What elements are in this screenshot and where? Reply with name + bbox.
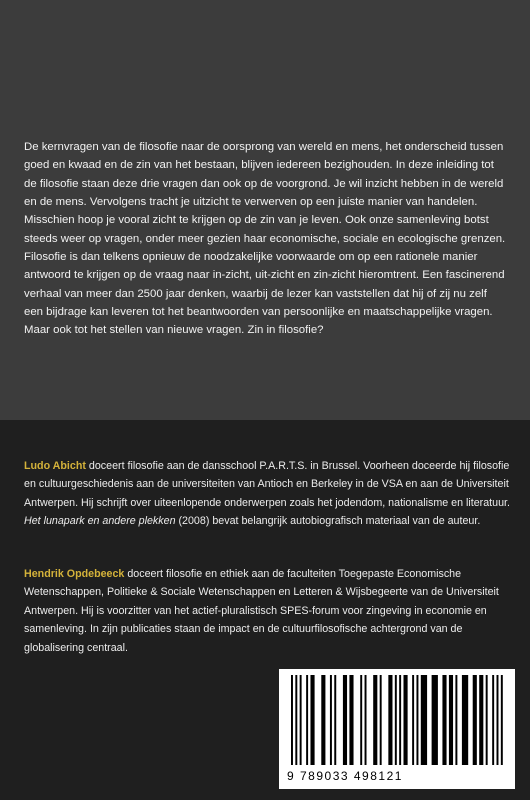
isbn-barcode	[279, 669, 515, 789]
barcode-bar	[365, 675, 367, 765]
barcode-bar	[334, 675, 336, 765]
barcode-bar	[421, 675, 427, 765]
barcode-bar	[449, 675, 453, 765]
isbn-number: 9 789033 498121	[287, 769, 403, 783]
barcode-bar	[349, 675, 353, 765]
barcode-bar	[300, 675, 302, 765]
author-name: Hendrik Opdebeeck	[24, 568, 125, 580]
barcode-bar	[455, 675, 457, 765]
barcode-bar	[462, 675, 468, 765]
barcode-bar	[501, 675, 503, 765]
bio-text: doceert filosofie en ethiek aan de faculteiten Toegepaste Economische Wetenschappen, Politieke & Sociale Wetenschappen en Letteren & Wijsbegeerte van de Universiteit Antwerpen. Hij is voorzitter van het actief-pluralistisch SPES-forum voor zingeving in economie en samenleving. In zijn publicaties staan de impact en de cultuurfilosofische achtergrond van de globalisering centraal.	[24, 568, 499, 654]
barcode-bar	[395, 675, 397, 765]
barcode-bar	[399, 675, 401, 765]
barcode-bar	[380, 675, 382, 765]
book-title-italic: Het lunapark en andere plekken	[24, 515, 176, 528]
barcode-bar	[473, 675, 477, 765]
author-bio-abicht	[24, 457, 512, 531]
barcode-bar	[291, 675, 293, 765]
barcode-bar	[416, 675, 418, 765]
back-cover-blurb: De kernvragen van de filosofie naar de oorsprong van wereld en mens, het onderscheid tussen goed en kwaad en de zin van het bestaan, blijven iedereen bezighouden. In deze inleiding tot de filosofie staan deze drie vragen dan ook op de voorgrond. Je wil inzicht hebben in de wereld en de mens. Vervolgens tracht je uitzicht te verwerven op een juiste manier van handelen. Misschien hoop je vooral zicht te krijgen op de zin van je leven. Ook onze samenleving botst steeds weer op vragen, onder meer gezien haar economische, sociale en ecologische grenzen. Filosofie is dan telkens opnieuw de noodzakelijke voorwaarde om op een rationele manier antwoord te krijgen op de vraag naar in-zicht, uit-zicht en zin-zicht hieromtrent. Een fascinerend verhaal van meer dan 2500 jaar denken, waarbij de lezer kan vaststellen dat hij of zij nu zelf een bijdrage kan leveren tot het beantwoorden van persoonlijke en maatschappelijke vragen. Maar ook tot het stellen van nieuwe vragen. Zin in filosofie?	[24, 141, 506, 337]
barcode-bar	[373, 675, 377, 765]
barcode-bar	[492, 675, 494, 765]
barcode-bar	[497, 675, 499, 765]
barcode-bar	[360, 675, 362, 765]
barcode-bar	[306, 675, 308, 765]
barcode-bar	[432, 675, 438, 765]
barcode-bar	[486, 675, 488, 765]
barcode-bar	[343, 675, 347, 765]
barcode-bar	[442, 675, 446, 765]
barcode-bar	[310, 675, 314, 765]
barcode-bar	[412, 675, 414, 765]
barcode-bars	[285, 675, 509, 767]
barcode-bar	[330, 675, 332, 765]
barcode-bar	[479, 675, 483, 765]
barcode-bar	[403, 675, 407, 765]
barcode-bar	[295, 675, 297, 765]
barcode-bar	[388, 675, 392, 765]
author-name: Ludo Abicht	[24, 460, 86, 472]
bio-text-end: (2008) bevat belangrijk autobiografisch materiaal van de auteur.	[175, 515, 481, 528]
barcode-bar	[321, 675, 325, 765]
bio-text: doceert filosofie aan de dansschool P.A.R.T.S. in Brussel. Voorheen doceerde hij filosofie en cultuurgeschiedenis aan de universiteiten van Antioch en Berkeley in de VSA en aan de Universiteit Antwerpen. Hij schrijft over uiteenlopende onderwerpen zoals het jodendom, nationalisme en literatuur.	[24, 460, 510, 509]
author-bio-opdebeeck	[24, 565, 512, 657]
